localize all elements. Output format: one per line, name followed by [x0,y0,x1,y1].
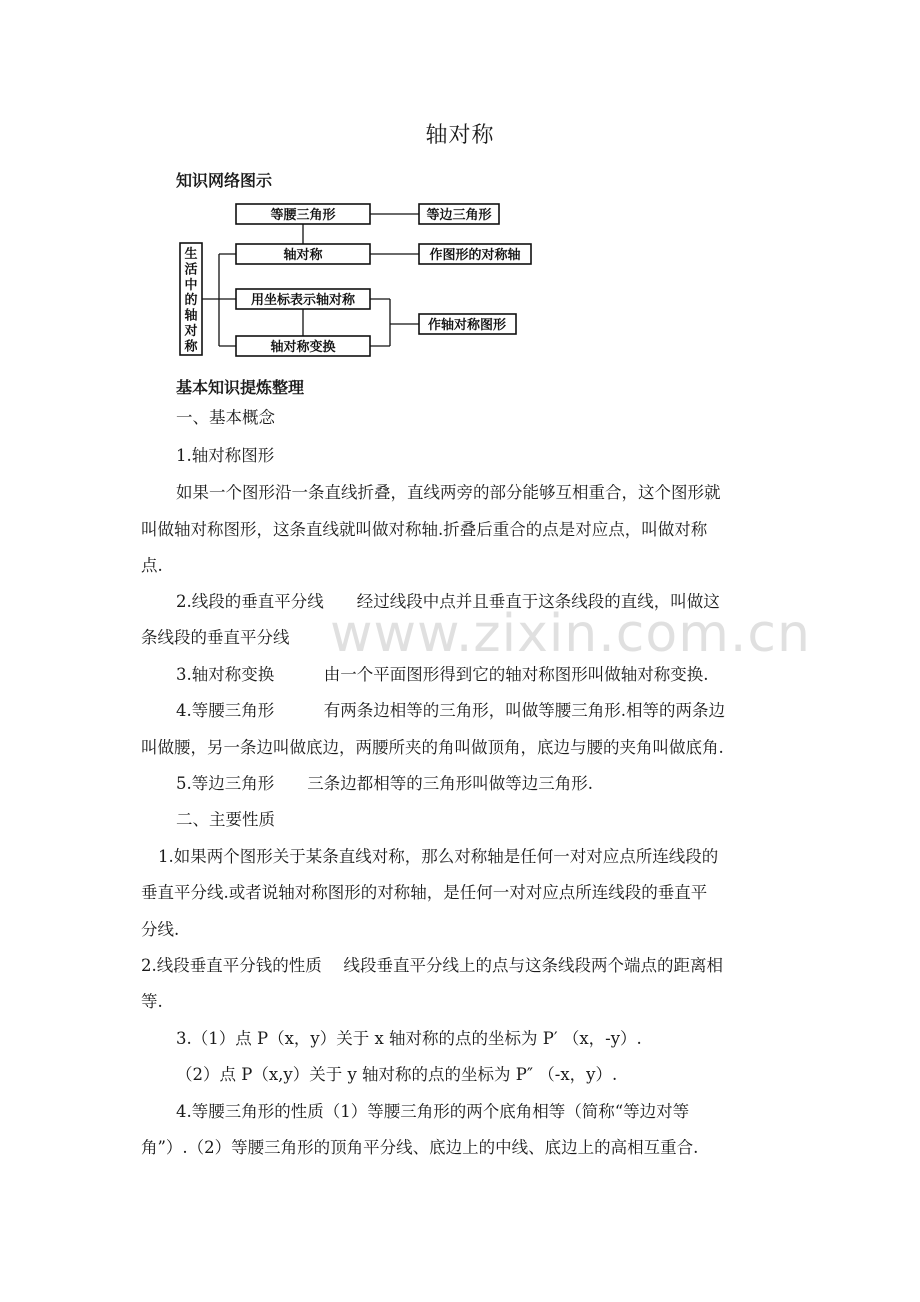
watermark: www.zixin.com.cn [330,604,811,664]
knowledge-network-diagram [0,0,920,380]
text-line: 2.线段垂直平分钱的性质 线段垂直平分线上的点与这条线段两个端点的距离相 [141,956,723,975]
text-line: 二、主要性质 [176,810,275,829]
life-label-char: 对 [184,324,198,339]
section-heading-knowledge-network: 知识网络图示 [176,171,273,190]
text-line: 1.轴对称图形 [176,446,275,465]
box-label-axis-symmetry: 轴对称 [283,248,323,263]
page-title: 轴对称 [425,123,495,148]
box-label-isosceles: 等腰三角形 [270,208,336,223]
diagram-connectors [202,214,419,346]
box-label-transform: 轴对称变换 [270,340,336,355]
life-label-char: 轴 [184,308,198,324]
life-axis-symmetry-label [183,246,198,354]
text-line: 4.等腰三角形 有两条边相等的三角形，叫做等腰三角形.相等的两条边 [176,701,725,720]
life-label-char: 称 [184,339,198,355]
section-heading-basic-knowledge: 基本知识提炼整理 [176,378,305,397]
text-line: 3.（1）点 P（x，y）关于 x 轴对称的点的坐标为 P′ （x，-y）. [176,1029,642,1048]
text-line: 叫做轴对称图形，这条直线就叫做对称轴.折叠后重合的点是对应点，叫做对称 [141,520,708,539]
text-line: 分线. [141,920,180,939]
box-label-coordinates: 用坐标表示轴对称 [250,293,356,308]
text-line: 1.如果两个图形关于某条直线对称，那么对称轴是任何一对对应点所连线段的 [158,847,719,866]
text-line: 叫做腰，另一条边叫做底边，两腰所夹的角叫做顶角，底边与腰的夹角叫做底角. [141,738,724,757]
box-label-equilateral: 等边三角形 [426,208,492,223]
box-label-draw-axis: 作图形的对称轴 [429,248,521,263]
text-line: 4.等腰三角形的性质（1）等腰三角形的两个底角相等（简称“等边对等 [176,1102,690,1121]
text-line: 一、基本概念 [176,408,275,427]
text-line: 3.轴对称变换 由一个平面图形得到它的轴对称图形叫做轴对称变换. [176,665,709,684]
life-label-char: 中 [184,277,198,293]
text-line: 5.等边三角形 三条边都相等的三角形叫做等边三角形. [176,774,593,793]
text-line: （2）点 P（x,y）关于 y 轴对称的点的坐标为 P″ （-x，y）. [176,1065,618,1084]
life-label-char: 生 [184,247,198,262]
text-line: 如果一个图形沿一条直线折叠，直线两旁的部分能够互相重合，这个图形就 [176,483,721,502]
text-line: 条线段的垂直平分线 [141,628,290,647]
text-line: 角”）.（2）等腰三角形的顶角平分线、底边上的中线、底边上的高相互重合. [141,1138,699,1157]
text-line: 垂直平分线.或者说轴对称图形的对称轴，是任何一对对应点所连线段的垂直平 [141,883,708,902]
life-label-char: 活 [184,262,198,278]
life-label-char: 的 [184,293,198,309]
box-label-draw-figure: 作轴对称图形 [427,318,507,333]
text-line: 点. [141,556,163,575]
text-line: 等. [141,992,163,1011]
text-line: 2.线段的垂直平分线 经过线段中点并且垂直于这条线段的直线，叫做这 [176,592,720,611]
